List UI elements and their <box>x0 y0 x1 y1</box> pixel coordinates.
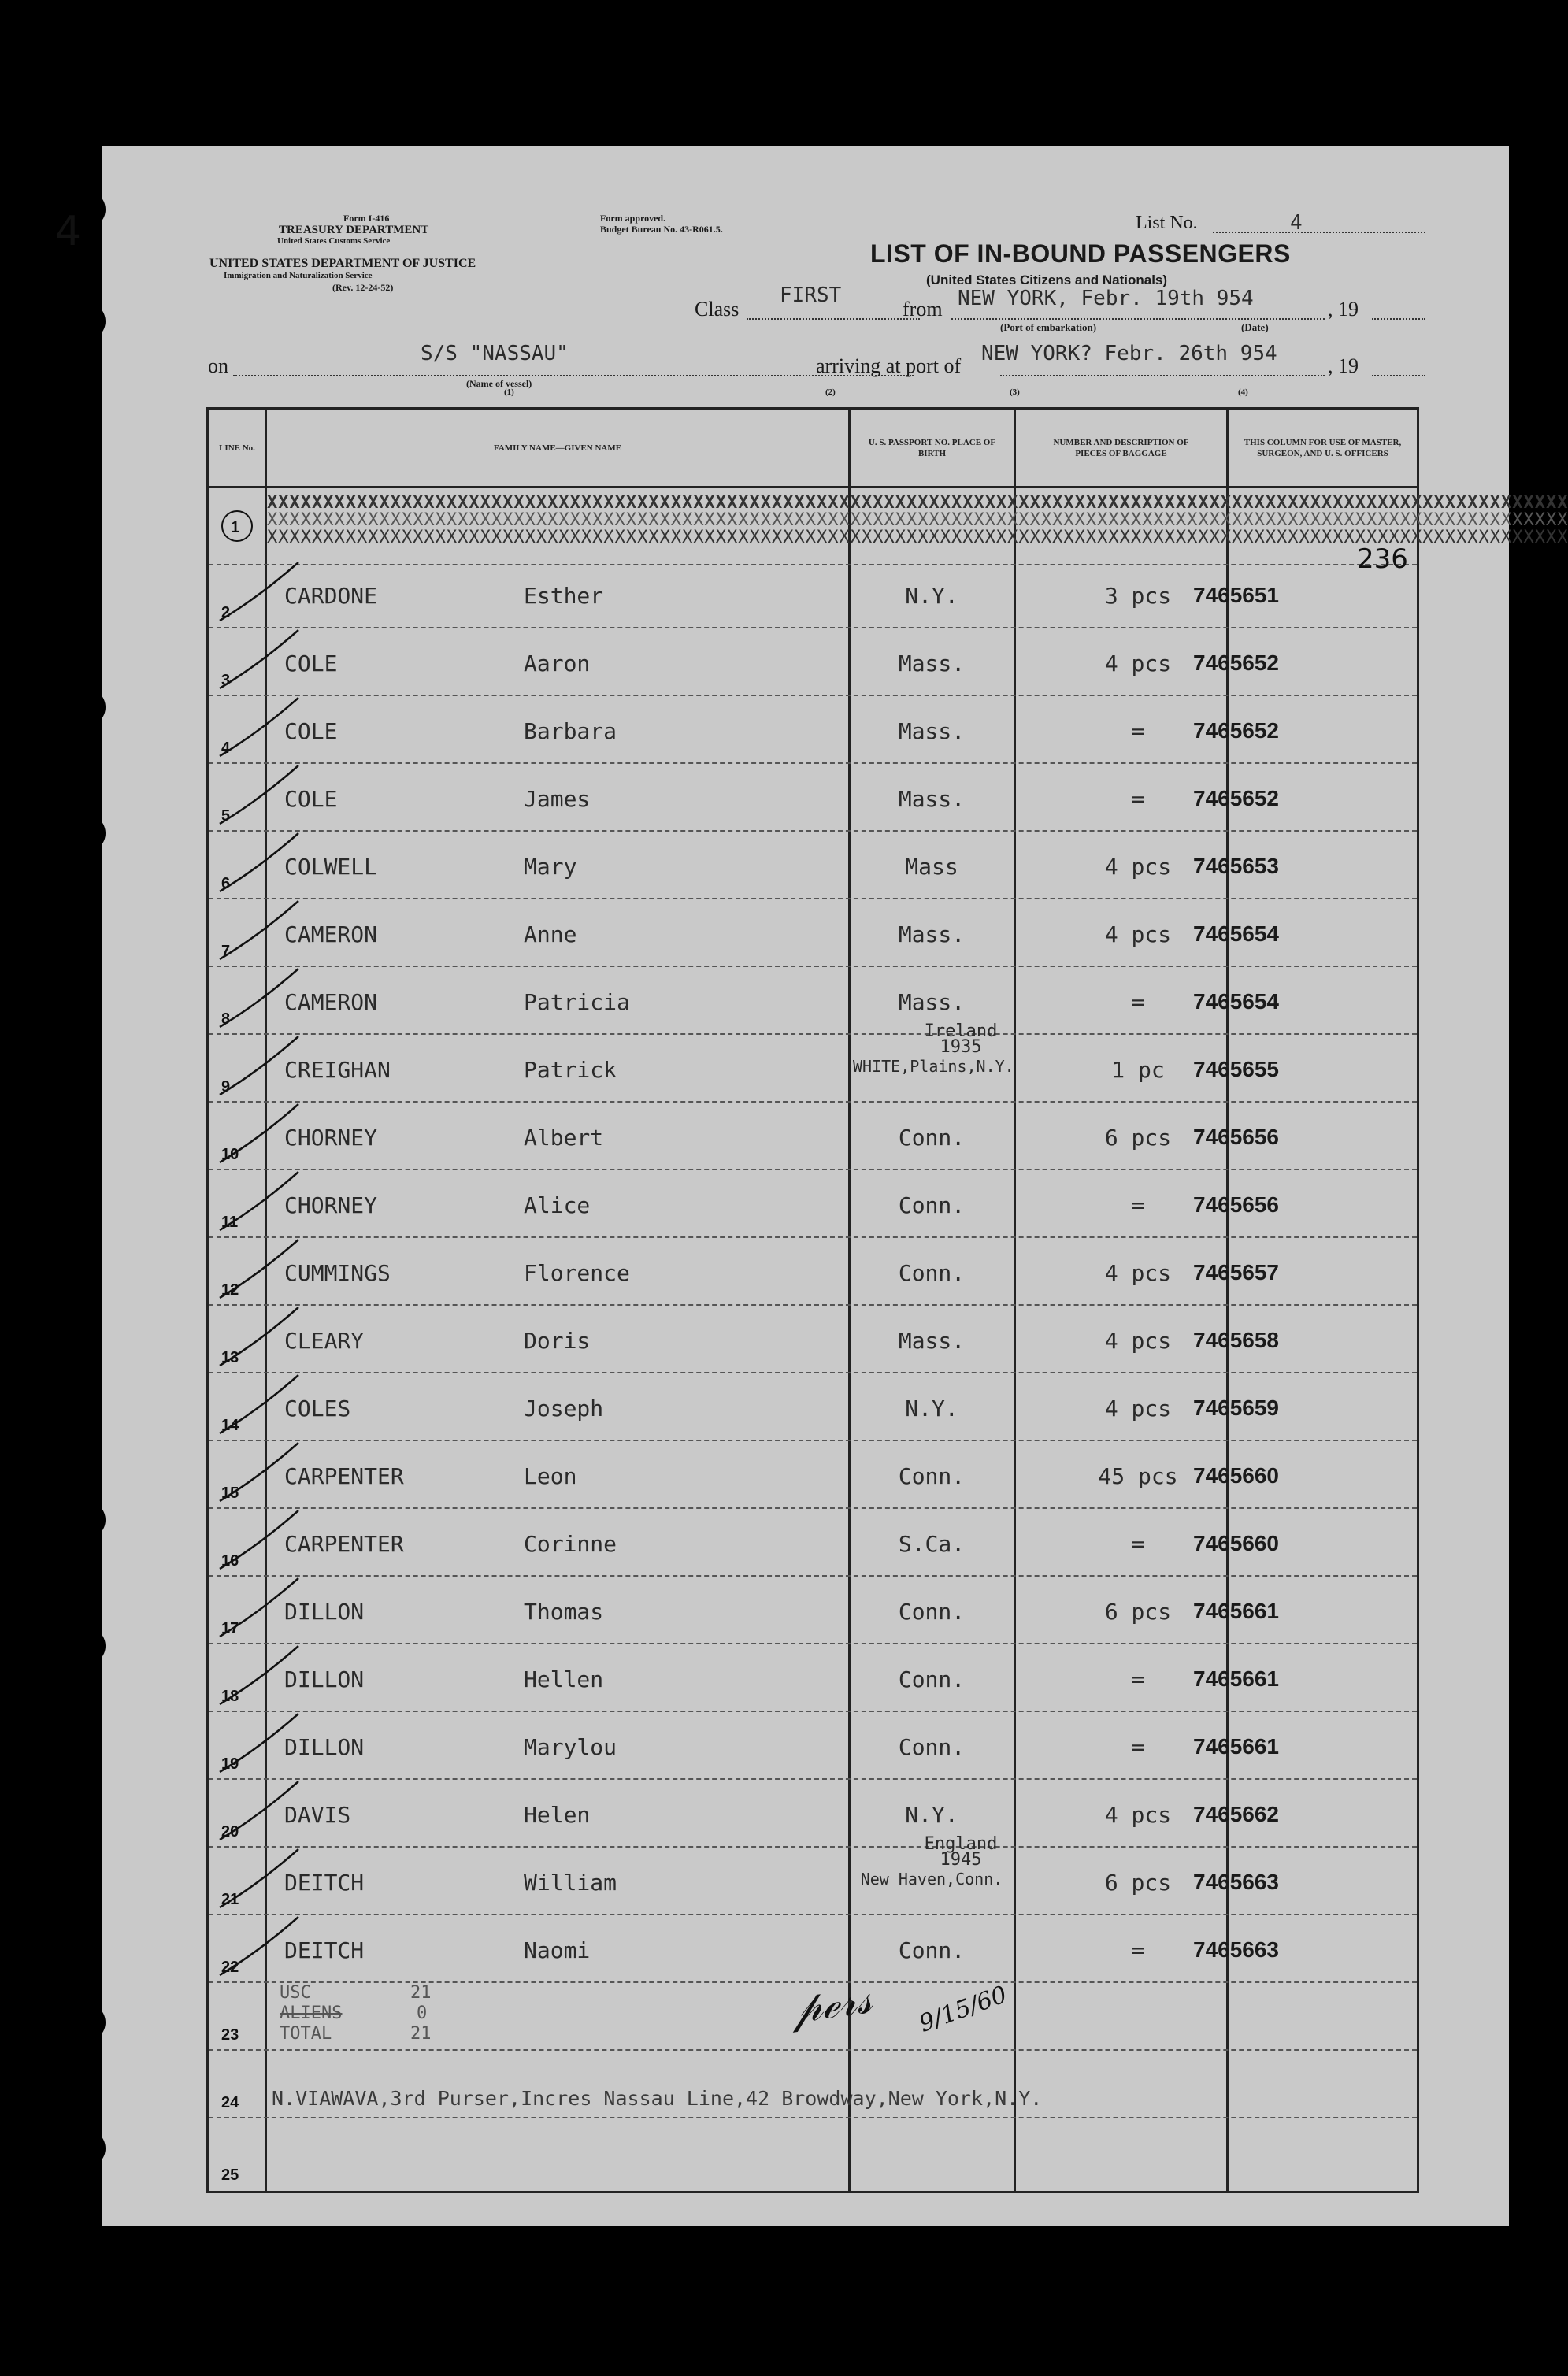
family-name: CARPENTER <box>284 1463 404 1489</box>
given-name: Patricia <box>524 989 630 1015</box>
passenger-row <box>209 1509 1417 1577</box>
passenger-row <box>209 967 1417 1035</box>
family-name: CLEARY <box>284 1328 365 1354</box>
passport-serial: 7465658 <box>1193 1328 1280 1352</box>
col-number-1: (1) <box>504 387 514 397</box>
family-name: DILLON <box>284 1599 365 1625</box>
given-name: Albert <box>524 1125 604 1151</box>
passenger-row <box>209 561 1417 628</box>
line-number: 10 <box>221 1146 239 1163</box>
line-number: 13 <box>221 1349 239 1366</box>
footer-row <box>209 2051 1417 2118</box>
given-name: Esther <box>524 583 604 609</box>
list-no-label: List No. <box>1136 213 1198 233</box>
given-name: Thomas <box>524 1599 604 1625</box>
list-no-value: 4 <box>1290 211 1303 235</box>
place-of-birth: Conn. <box>898 1463 966 1489</box>
col-header-baggage: NUMBER AND DESCRIPTION OF PIECES OF BAGGAGE <box>1016 410 1226 488</box>
aliens-label: ALIENS <box>280 2003 343 2023</box>
given-name: Anne <box>524 921 577 947</box>
line-number: 21 <box>221 1891 239 1908</box>
given-name: Joseph <box>524 1396 604 1422</box>
place-of-birth: Mass. <box>898 921 966 947</box>
given-name: Florence <box>524 1260 630 1286</box>
check-mark <box>212 1370 306 1438</box>
passenger-row <box>209 1915 1417 1983</box>
baggage: = <box>1131 786 1145 812</box>
baggage: = <box>1131 989 1145 1015</box>
baggage: = <box>1131 1666 1145 1692</box>
place-of-birth: S.Ca. <box>898 1531 966 1557</box>
line-number: 23 <box>221 2026 239 2044</box>
punch-hole <box>68 688 106 726</box>
dept-treasury: TREASURY DEPARTMENT <box>279 224 429 236</box>
place-of-birth: Conn. <box>898 1260 966 1286</box>
given-name: Corinne <box>524 1531 617 1557</box>
place-of-birth: N.Y. <box>905 1802 958 1828</box>
baggage: = <box>1131 718 1145 744</box>
given-name: Mary <box>524 854 577 880</box>
line-number: 9 <box>221 1078 231 1095</box>
arriving-label: arriving at port of <box>816 354 962 377</box>
passenger-table <box>206 407 1568 2193</box>
check-mark <box>212 1844 306 1912</box>
family-name: CARPENTER <box>284 1531 404 1557</box>
line-number: 11 <box>221 1214 239 1231</box>
place-of-birth: Conn. <box>898 1599 966 1625</box>
baggage: 4 pcs <box>1104 1396 1172 1422</box>
baggage: = <box>1131 1937 1145 1963</box>
family-name: CAMERON <box>284 989 378 1015</box>
given-name: William <box>524 1870 617 1896</box>
col-number-3: (3) <box>1010 387 1020 397</box>
signature: 𝓅ℯ𝓇𝓈 <box>788 1973 875 2033</box>
baggage: = <box>1131 1531 1145 1557</box>
line-number: 14 <box>221 1417 239 1434</box>
total-value: 21 <box>410 2024 432 2044</box>
struck-text: XXXXXXXXXXXXXXXXXXXXXXXXXXXXXXXXXXXXXXXXXXXXXXXXXXXXXXXXXXXXXXXXXXXXXXXXXXXXXXXXXXXXXXXXXXXXXXXXXXXXXXXXXXXXXXXXXXXX <box>267 528 1568 547</box>
aliens-value: 0 <box>417 2003 428 2023</box>
passenger-row <box>209 1373 1417 1441</box>
form-revision: (Rev. 12-24-52) <box>332 282 394 293</box>
family-name: CAMERON <box>284 921 378 947</box>
passport-serial: 7465660 <box>1193 1463 1280 1488</box>
passenger-row <box>209 1021 1417 1103</box>
given-name: Naomi <box>524 1937 591 1963</box>
passport-serial: 7465663 <box>1193 1870 1280 1894</box>
family-name: COLE <box>284 718 338 744</box>
line-number: 2 <box>221 604 231 621</box>
check-mark <box>212 1777 306 1844</box>
place-of-birth: Conn. <box>898 1666 966 1692</box>
place-of-birth: Mass. <box>898 651 966 676</box>
passport-serial: 7465661 <box>1193 1666 1280 1691</box>
baggage: 3 pcs <box>1104 583 1172 609</box>
baggage: 45 pcs <box>1098 1463 1178 1489</box>
passport-serial: 7465652 <box>1193 718 1280 743</box>
total-label: TOTAL <box>280 2024 332 2044</box>
given-name: Leon <box>524 1463 577 1489</box>
passport-serial: 7465651 <box>1193 583 1280 607</box>
passenger-row <box>209 1170 1417 1238</box>
line-number: 18 <box>221 1688 239 1705</box>
form-subtitle: (United States Citizens and Nationals) <box>926 272 1168 287</box>
line-number: 15 <box>221 1485 239 1502</box>
port-embarkation-label: (Port of embarkation) <box>1000 321 1097 333</box>
place-of-birth: Conn. <box>898 1192 966 1218</box>
usc-value: 21 <box>410 1983 432 2003</box>
purser-footer: N.VIAWAVA,3rd Purser,Incres Nassau Line,42 Browdway,New York,N.Y. <box>272 2087 1043 2110</box>
family-name: CARDONE <box>284 583 378 609</box>
passenger-row <box>209 764 1417 832</box>
passport-serial: 7465661 <box>1193 1734 1280 1759</box>
place-of-birth: Mass. <box>898 1328 966 1354</box>
passport-serial: 7465653 <box>1193 854 1280 878</box>
check-mark <box>212 828 306 896</box>
passport-serial: 7465662 <box>1193 1802 1280 1826</box>
empty-row <box>209 2118 1417 2189</box>
line-number: 8 <box>221 1010 231 1028</box>
baggage: 4 pcs <box>1104 854 1172 880</box>
col-header-line: LINE No. <box>209 410 265 488</box>
given-name: Doris <box>524 1328 591 1354</box>
passenger-row <box>209 1441 1417 1509</box>
passenger-row <box>209 832 1417 899</box>
line-number: 22 <box>221 1959 239 1976</box>
totals-row <box>209 1973 1417 2051</box>
passport-serial: 7465656 <box>1193 1125 1280 1149</box>
family-name: CUMMINGS <box>284 1260 391 1286</box>
line-number: 16 <box>221 1552 239 1570</box>
passport-serial: 7465654 <box>1193 921 1280 946</box>
line-number: 25 <box>221 2167 239 2184</box>
family-name: DEITCH <box>284 1937 365 1963</box>
passenger-row <box>209 1712 1417 1780</box>
check-mark <box>212 558 306 625</box>
line-number: 12 <box>221 1281 239 1299</box>
check-mark <box>212 693 306 761</box>
class-value: FIRST <box>780 284 842 307</box>
signature-date: 9/15/60 <box>915 1981 1011 2038</box>
punch-hole <box>68 814 106 852</box>
passport-serial: 7465652 <box>1193 786 1280 810</box>
family-name: COLWELL <box>284 854 378 880</box>
place-of-birth: New Haven,Conn. <box>860 1870 1003 1889</box>
check-mark <box>212 1167 306 1235</box>
baggage: 6 pcs <box>1104 1599 1172 1625</box>
col-number-2: (2) <box>825 387 836 397</box>
place-of-birth: Mass. <box>898 989 966 1015</box>
line-number: 17 <box>221 1620 239 1637</box>
line-number: 20 <box>221 1823 239 1840</box>
passenger-row <box>209 1644 1417 1712</box>
side-note: 4 <box>55 208 82 255</box>
family-name: COLE <box>284 786 338 812</box>
passport-serial: 7465660 <box>1193 1531 1280 1555</box>
baggage: 6 pcs <box>1104 1125 1172 1151</box>
given-name: Patrick <box>524 1057 617 1083</box>
from-label: from <box>903 298 943 321</box>
punch-hole <box>68 1627 106 1665</box>
date-label: (Date) <box>1241 321 1269 333</box>
passenger-row <box>209 1780 1417 1848</box>
form-title: LIST OF IN-BOUND PASSENGERS <box>870 239 1291 268</box>
col-header-name: FAMILY NAME—GIVEN NAME <box>267 410 848 488</box>
baggage: 4 pcs <box>1104 1802 1172 1828</box>
check-mark <box>212 1506 306 1573</box>
given-name: Aaron <box>524 651 591 676</box>
form-approved: Form approved. <box>600 213 666 224</box>
check-mark <box>212 1032 306 1099</box>
check-mark <box>212 1438 306 1506</box>
baggage: 4 pcs <box>1104 921 1172 947</box>
given-name: Barbara <box>524 718 617 744</box>
stamp-number: 236 <box>1357 543 1408 575</box>
given-name: Alice <box>524 1192 591 1218</box>
punch-hole <box>68 1501 106 1539</box>
place-of-birth: N.Y. <box>905 1396 958 1422</box>
check-mark <box>212 896 306 964</box>
baggage: 6 pcs <box>1104 1870 1172 1896</box>
line-number: 6 <box>221 875 231 892</box>
check-mark <box>212 1573 306 1641</box>
struck-row <box>209 488 1568 575</box>
passport-serial: 7465652 <box>1193 651 1280 675</box>
arrival-year-suffix: , 19 <box>1328 354 1359 377</box>
line-number: 3 <box>221 672 231 689</box>
col-header-passport: U. S. PASSPORT NO. PLACE OF BIRTH <box>851 410 1014 488</box>
passenger-row <box>209 628 1417 696</box>
form-id: Form I-416 <box>343 213 390 224</box>
check-mark <box>212 1912 306 1980</box>
vessel-value: S/S "NASSAU" <box>421 342 569 365</box>
place-of-birth: Conn. <box>898 1125 966 1151</box>
family-name: COLES <box>284 1396 351 1422</box>
family-name: CHORNEY <box>284 1125 378 1151</box>
birth-note: England 1945 <box>924 1834 998 1870</box>
passport-serial: 7465655 <box>1193 1057 1280 1081</box>
line-number: 24 <box>221 2094 239 2111</box>
on-label: on <box>208 354 228 377</box>
line-number: 1 <box>231 519 240 536</box>
from-value: NEW YORK, Febr. 19th 954 <box>958 287 1254 310</box>
passenger-row <box>209 1577 1417 1644</box>
check-mark <box>212 1235 306 1303</box>
passenger-row <box>209 696 1417 764</box>
given-name: Helen <box>524 1802 591 1828</box>
arrival-value: NEW YORK? Febr. 26th 954 <box>981 342 1277 365</box>
family-name: DILLON <box>284 1666 365 1692</box>
place-of-birth: Mass. <box>898 786 966 812</box>
family-name: DAVIS <box>284 1802 351 1828</box>
baggage: = <box>1131 1192 1145 1218</box>
check-mark <box>212 1303 306 1370</box>
passport-serial: 7465654 <box>1193 989 1280 1014</box>
struck-text: XXXXXXXXXXXXXXXXXXXXXXXXXXXXXXXXXXXXXXXXXXXXXXXXXXXXXXXXXXXXXXXXXXXXXXXXXXXXXXXXXXXXXXXXXXXXXXXXXXXXXXXXXXXXXXXXXXXX <box>267 510 1568 530</box>
col-header-officers: THIS COLUMN FOR USE OF MASTER, SURGEON, AND U. S. OFFICERS <box>1229 410 1417 488</box>
place-of-birth: Mass. <box>898 718 966 744</box>
dept-justice: UNITED STATES DEPARTMENT OF JUSTICE <box>209 257 476 270</box>
family-name: DEITCH <box>284 1870 365 1896</box>
check-mark <box>212 1099 306 1167</box>
usc-label: USC <box>280 1983 311 2003</box>
baggage: 4 pcs <box>1104 651 1172 676</box>
check-mark <box>212 964 306 1032</box>
place-of-birth: N.Y. <box>905 583 958 609</box>
line-number: 5 <box>221 807 231 825</box>
vessel-label: (Name of vessel) <box>466 378 532 389</box>
birth-note: Ireland 1935 <box>924 1021 998 1057</box>
baggage: 4 pcs <box>1104 1328 1172 1354</box>
col-number-4: (4) <box>1238 387 1248 397</box>
place-of-birth: Mass <box>905 854 958 880</box>
passenger-row <box>209 1306 1417 1373</box>
baggage: 4 pcs <box>1104 1260 1172 1286</box>
dept-immigration: Immigration and Naturalization Service <box>224 271 373 280</box>
line-number: 19 <box>221 1755 239 1773</box>
check-mark <box>212 1641 306 1709</box>
place-of-birth: WHITE,Plains,N.Y. <box>853 1057 1014 1076</box>
place-of-birth: Conn. <box>898 1734 966 1760</box>
dept-customs: United States Customs Service <box>277 236 391 246</box>
passenger-row <box>209 1238 1417 1306</box>
baggage: = <box>1131 1734 1145 1760</box>
baggage: 1 pc <box>1111 1057 1165 1083</box>
check-mark <box>212 625 306 693</box>
passport-serial: 7465657 <box>1193 1260 1280 1284</box>
line-number: 7 <box>221 943 231 960</box>
passenger-row <box>209 899 1417 967</box>
check-mark <box>212 1709 306 1777</box>
punch-hole <box>68 302 106 340</box>
family-name: CHORNEY <box>284 1192 378 1218</box>
form-sheet <box>55 146 1568 2226</box>
budget-bureau: Budget Bureau No. 43-R061.5. <box>600 224 723 235</box>
punch-hole <box>68 2003 106 2041</box>
family-name: COLE <box>284 651 338 676</box>
given-name: Hellen <box>524 1666 604 1692</box>
passenger-row <box>209 1834 1417 1915</box>
place-of-birth: Conn. <box>898 1937 966 1963</box>
passport-serial: 7465663 <box>1193 1937 1280 1962</box>
passport-serial: 7465659 <box>1193 1396 1280 1420</box>
struck-text: XXXXXXXXXXXXXXXXXXXXXXXXXXXXXXXXXXXXXXXXXXXXXXXXXXXXXXXXXXXXXXXXXXXXXXXXXXXXXXXXXXXXXXXXXXXXXXXXXXXXXXXXXXXXXXXXXXXX <box>267 493 1568 513</box>
punch-hole <box>68 2130 106 2167</box>
check-mark <box>212 761 306 828</box>
line-number: 4 <box>221 739 231 757</box>
passport-serial: 7465656 <box>1193 1192 1280 1217</box>
from-year-suffix: , 19 <box>1328 298 1359 321</box>
given-name: Marylou <box>524 1734 617 1760</box>
family-name: DILLON <box>284 1734 365 1760</box>
passport-serial: 7465661 <box>1193 1599 1280 1623</box>
class-label: Class <box>695 298 740 321</box>
passenger-row <box>209 1103 1417 1170</box>
family-name: CREIGHAN <box>284 1057 391 1083</box>
given-name: James <box>524 786 591 812</box>
